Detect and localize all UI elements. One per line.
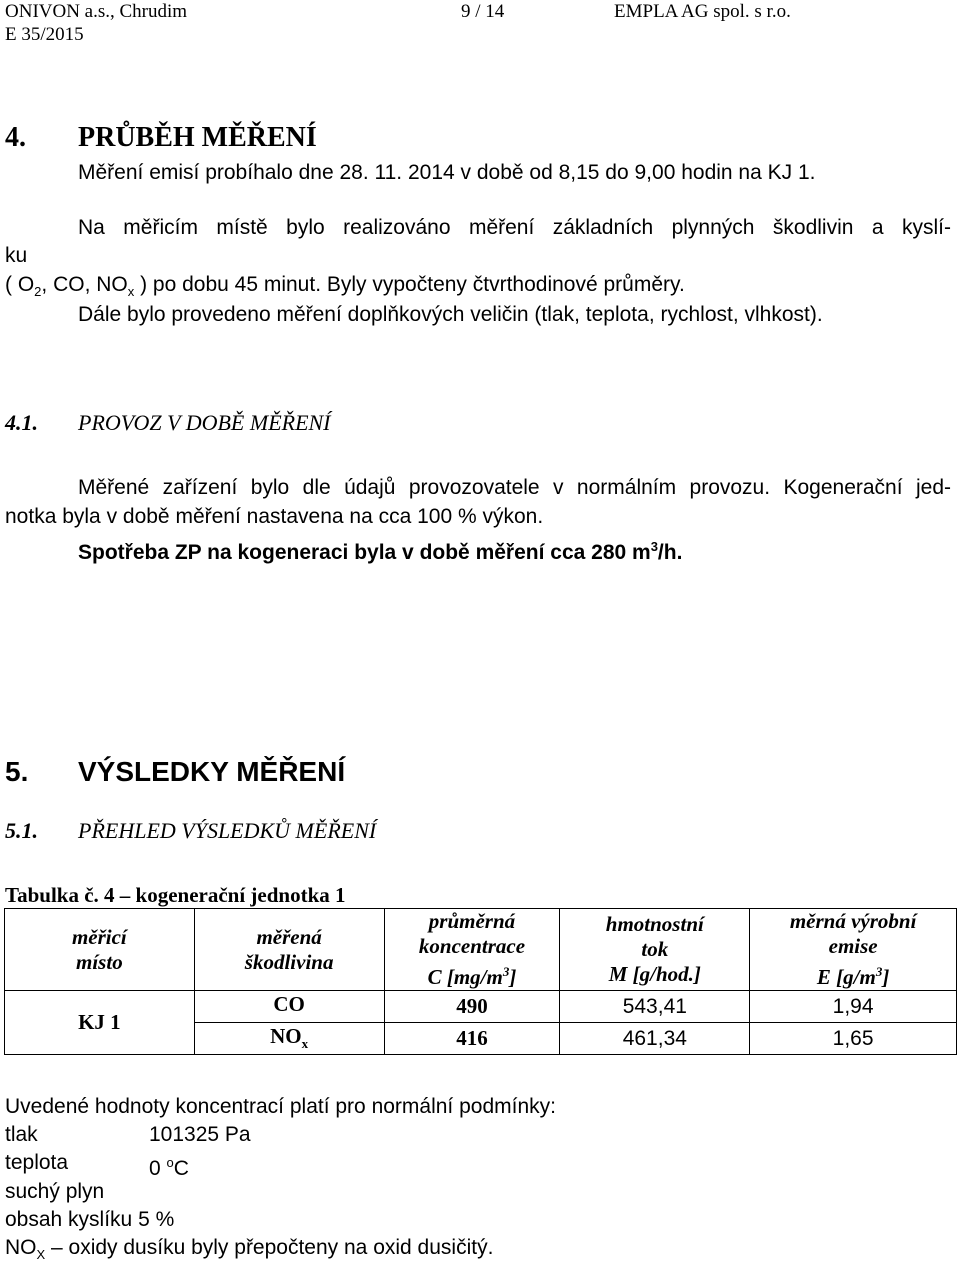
section-title: PRŮBĚH MĚŘENÍ [78, 122, 317, 153]
cell-emission: 1,65 [750, 1023, 957, 1055]
conditions-intro: Uvedené hodnoty koncentrací platí pro normální podmínky: [5, 1095, 556, 1118]
section-title: VÝSLEDKY MĚŘENÍ [78, 756, 346, 787]
oxygen-content: obsah kyslíku 5 % [5, 1208, 175, 1231]
cell-pollutant: $NO_x$ [194, 1023, 384, 1055]
results-table [4, 908, 957, 1055]
paragraph-line: ( $O_2$, CO, $NO_x$ ) po dobu 45 minut. Byly vypočteny čtvrthodinové průměry. [5, 273, 685, 300]
dry-gas-note: suchý plyn [5, 1180, 105, 1203]
cell-mass-flow: 543,41 [560, 991, 750, 1023]
paragraph-line-bold: Spotřeba ZP na kogeneraci byla v době měření cca 280 $m^3/h$. [78, 539, 683, 564]
paragraph-line: Měřené zařízení bylo dle údajů provozovatele v normálním provozu. Kogenerační jed- [78, 476, 951, 499]
col-header-concentration: průměrná koncentrace C $[mg/m^3]$ [384, 909, 560, 991]
temperature-label: teplota [5, 1151, 69, 1174]
temperature-value: 0 $^o$C [149, 1155, 189, 1180]
subsection-title: PŘEHLED VÝSLEDKŮ MĚŘENÍ [78, 818, 377, 843]
header-company-left: ONIVON a.s., Chrudim [5, 1, 188, 22]
col-header-pollutant: měřená škodlivina [194, 909, 384, 991]
col-header-mass-flow: hmotnostní tok M [g/hod.] [560, 909, 750, 991]
paragraph-line: notka byla v době měření nastavena na cca 100 % výkon. [5, 505, 544, 528]
cell-place: KJ 1 [5, 991, 195, 1055]
section-number: 5. [5, 756, 29, 787]
header-page-number: 9 / 14 [461, 1, 505, 22]
nox-note: $NO_X$ – oxidy dusíku byly přepočteny na oxid dusičitý. [5, 1236, 494, 1263]
cell-concentration: 490 [384, 991, 560, 1023]
paragraph-line: ku [5, 244, 28, 267]
cell-concentration: 416 [384, 1023, 560, 1055]
subsection-number: 4.1. [5, 410, 38, 435]
pressure-label: tlak [5, 1123, 38, 1146]
header-report-number: E 35/2015 [5, 24, 84, 45]
table-row [5, 991, 957, 1023]
table-header-row [5, 909, 957, 991]
subsection-number: 5.1. [5, 818, 38, 843]
section-number: 4. [5, 122, 26, 153]
cell-pollutant: CO [194, 991, 384, 1023]
paragraph-line: Dále bylo provedeno měření doplňkových veličin (tlak, teplota, rychlost, vlhkost). [78, 303, 823, 326]
paragraph-line: Na měřicím místě bylo realizováno měření základních plynných škodlivin a kyslí- [78, 216, 951, 239]
paragraph-line: Měření emisí probíhalo dne 28. 11. 2014 v době od 8,15 do 9,00 hodin na KJ 1. [78, 161, 816, 184]
col-header-emission: měrná výrobní emise E $[g/m^3]$ [750, 909, 957, 991]
header-company-right: EMPLA AG spol. s r.o. [614, 1, 791, 22]
pressure-value: 101325 Pa [149, 1123, 251, 1146]
subsection-title: PROVOZ V DOBĚ MĚŘENÍ [78, 410, 331, 435]
cell-mass-flow: 461,34 [560, 1023, 750, 1055]
col-header-place: měřicí místo [5, 909, 195, 991]
cell-emission: 1,94 [750, 991, 957, 1023]
table-caption: Tabulka č. 4 – kogenerační jednotka 1 [5, 883, 346, 907]
